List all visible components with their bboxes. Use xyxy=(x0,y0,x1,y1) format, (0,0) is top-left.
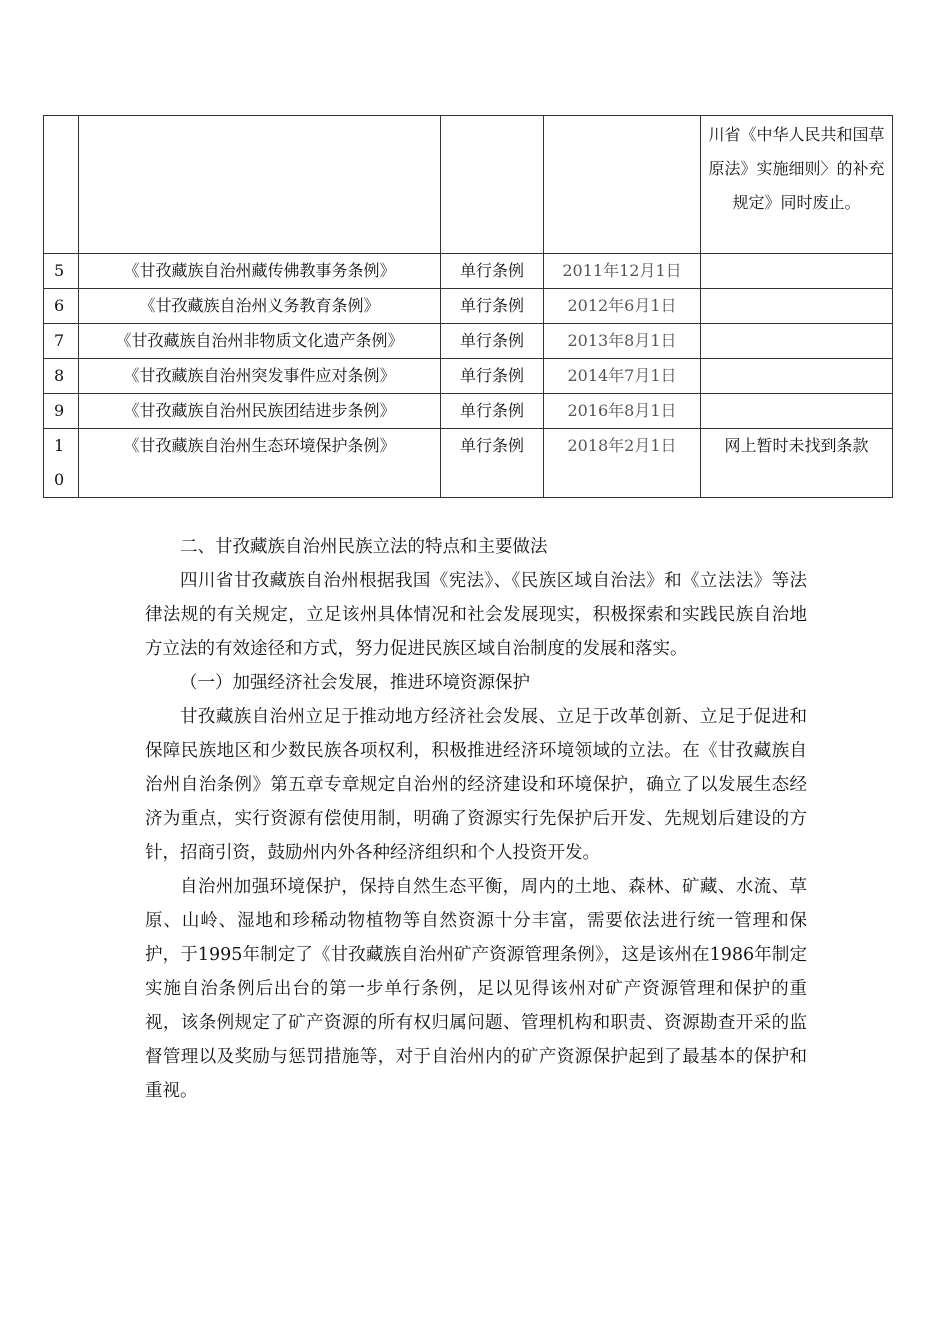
regulation-name: 《甘孜藏族自治州非物质文化遗产条例》 xyxy=(79,324,441,359)
section-heading: 二、甘孜藏族自治州民族立法的特点和主要做法 xyxy=(180,537,548,557)
regulation-note xyxy=(701,394,893,429)
row-number-text: 10 xyxy=(54,436,65,489)
regulation-note xyxy=(701,289,893,324)
regulations-table xyxy=(43,115,893,498)
regulation-name: 《甘孜藏族自治州藏传佛教事务条例》 xyxy=(79,254,441,289)
table-row xyxy=(44,289,893,324)
row-number: 8 xyxy=(44,359,79,394)
effective-date: 2013年8月1日 xyxy=(544,324,701,359)
effective-date: 2012年6月1日 xyxy=(544,289,701,324)
table-row xyxy=(44,116,893,254)
regulation-note xyxy=(701,254,893,289)
row-number: 6 xyxy=(44,289,79,324)
regulation-type: 单行条例 xyxy=(441,359,544,394)
regulation-name: 《甘孜藏族自治州民族团结进步条例》 xyxy=(79,394,441,429)
table-row xyxy=(44,324,893,359)
paragraph: 甘孜藏族自治州立足于推动地方经济社会发展、立足于改革创新、立足于促进和保障民族地区和少数民族各项权利，积极推进经济环境领域的立法。在《甘孜藏族自治州自治条例》第五章专章规定自治州的经济建设和环境保护，确立了以发展生态经济为重点，实行资源有偿使用制，明确了资源实行先保护后开发、先规划后建设的方针，招商引资，鼓励州内外各种经济组织和个人投资开发。 xyxy=(145,707,807,863)
regulation-type: 单行条例 xyxy=(441,429,544,498)
effective-date: 2011年12月1日 xyxy=(544,254,701,289)
regulation-note xyxy=(701,324,893,359)
table-row xyxy=(44,394,893,429)
paragraph: 自治州加强环境保护，保持自然生态平衡，周内的土地、森林、矿藏、水流、草原、山岭、湿地和珍稀动物植物等自然资源十分丰富，需要依法进行统一管理和保护，于1995年制定了《甘孜藏族自治州矿产资源管理条例》，这是该州在1986年制定实施自治条例后出台的第一步单行条例，足以见得该州对矿产资源管理和保护的重视，该条例规定了矿产资源的所有权归属问题、管理机构和职责、资源勘查开采的监督管理以及奖励与惩罚措施等，对于自治州内的矿产资源保护起到了最基本的保护和重视。 xyxy=(145,877,807,1101)
regulation-type: 单行条例 xyxy=(441,394,544,429)
regulation-type xyxy=(441,116,544,254)
row-number: 5 xyxy=(44,254,79,289)
table-row xyxy=(44,359,893,394)
subsection-heading: （一）加强经济社会发展，推进环境资源保护 xyxy=(180,673,530,693)
effective-date: 2018年2月1日 xyxy=(544,429,701,498)
regulation-type: 单行条例 xyxy=(441,324,544,359)
table-row xyxy=(44,429,893,498)
paragraph: 四川省甘孜藏族自治州根据我国《宪法》、《民族区域自治法》和《立法法》等法律法规的有关规定，立足该州具体情况和社会发展现实，积极探索和实践民族自治地方立法的有效途径和方式，努力促进民族区域自治制度的发展和落实。 xyxy=(145,571,807,659)
row-number xyxy=(44,116,79,254)
effective-date: 2014年7月1日 xyxy=(544,359,701,394)
table-row xyxy=(44,254,893,289)
regulation-name: 《甘孜藏族自治州突发事件应对条例》 xyxy=(79,359,441,394)
effective-date xyxy=(544,116,701,254)
regulation-note: 川省《中华人民共和国草原法》实施细则〉的补充规定》同时废止。 xyxy=(701,116,893,254)
regulation-type: 单行条例 xyxy=(441,289,544,324)
regulation-note: 网上暂时未找到条款 xyxy=(701,429,893,498)
regulation-name: 《甘孜藏族自治州生态环境保护条例》 xyxy=(79,429,441,498)
row-number: 7 xyxy=(44,324,79,359)
document-body xyxy=(145,530,807,1108)
regulation-name: 《甘孜藏族自治州义务教育条例》 xyxy=(79,289,441,324)
row-number: 9 xyxy=(44,394,79,429)
regulation-type: 单行条例 xyxy=(441,254,544,289)
effective-date: 2016年8月1日 xyxy=(544,394,701,429)
row-number xyxy=(44,429,79,498)
regulation-name xyxy=(79,116,441,254)
regulation-note xyxy=(701,359,893,394)
